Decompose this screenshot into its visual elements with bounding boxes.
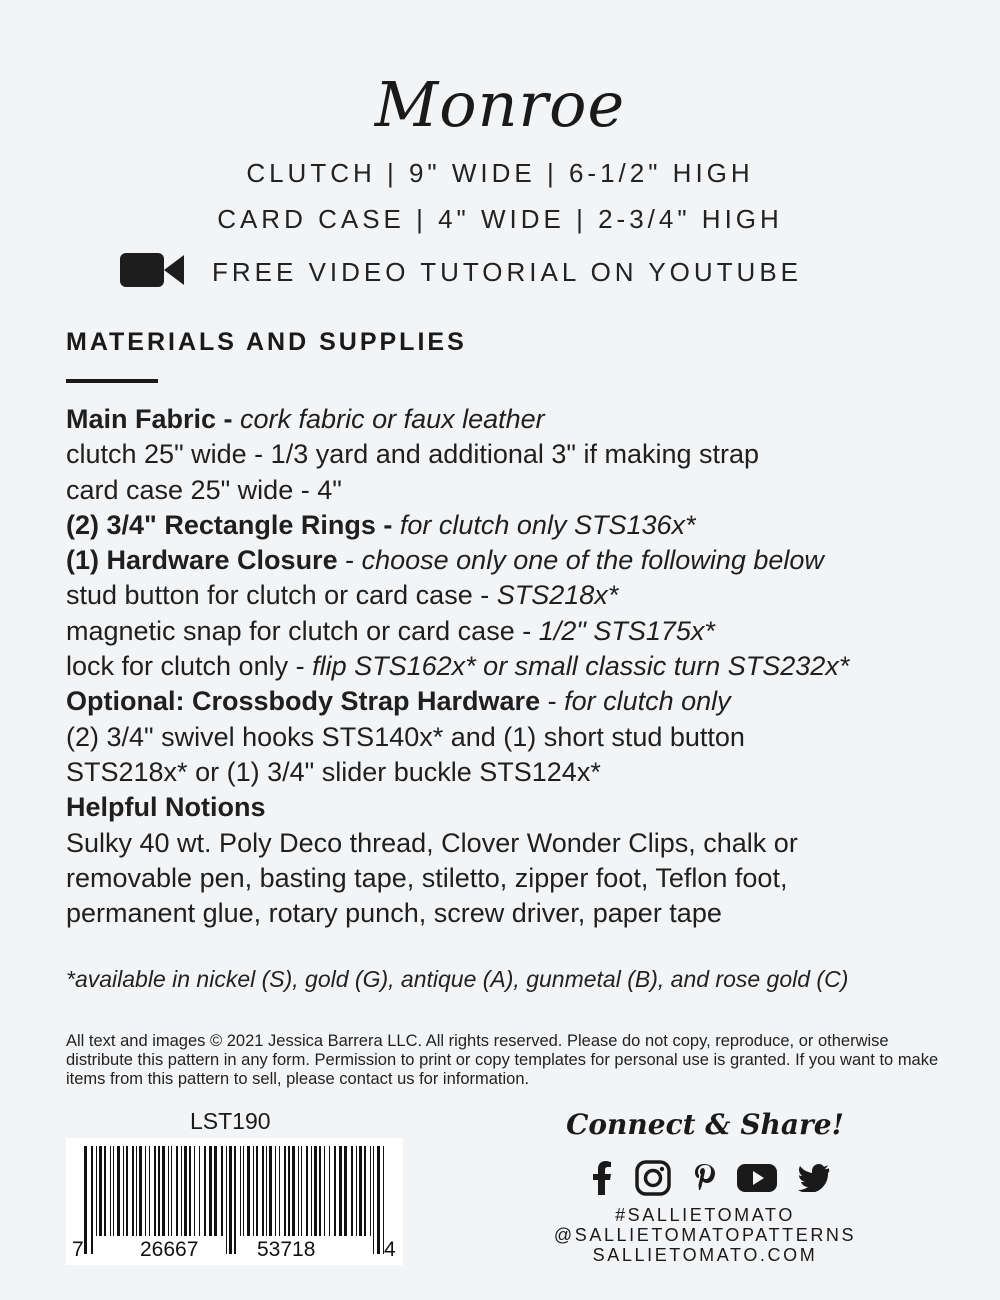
materials-line-italic: cork fabric or faux leather <box>240 404 545 434</box>
website-link[interactable]: SALLIETOMATO.COM <box>592 1245 818 1265</box>
video-tutorial-text: FREE VIDEO TUTORIAL ON YOUTUBE <box>212 256 803 287</box>
materials-line-bold: (1) Hardware Closure <box>66 545 338 576</box>
materials-line <box>66 790 966 825</box>
barcode-bar <box>123 1146 124 1236</box>
materials-line <box>66 755 966 790</box>
barcode-bar <box>275 1146 276 1236</box>
barcode-bar <box>311 1146 312 1236</box>
materials-line-plain: magnetic snap for clutch or card case - <box>66 615 539 646</box>
barcode-bar <box>256 1146 258 1236</box>
barcode-digit-system: 7 <box>72 1238 84 1261</box>
materials-line <box>66 826 966 861</box>
barcode-bar <box>370 1146 371 1236</box>
barcode-bar <box>334 1146 336 1236</box>
barcode-bar <box>364 1146 366 1236</box>
materials-line-plain: removable pen, basting tape, stiletto, zipper foot, Teflon foot, <box>66 862 788 893</box>
barcode-bar <box>96 1146 97 1236</box>
barcode-bar <box>117 1146 120 1236</box>
barcode-bar <box>204 1146 206 1236</box>
barcode-bar <box>99 1146 102 1236</box>
barcode-bar <box>356 1146 357 1236</box>
barcode-bar <box>91 1146 93 1254</box>
barcode-bar <box>113 1146 114 1236</box>
barcode <box>66 1138 403 1265</box>
barcode-bar <box>226 1146 227 1254</box>
materials-heading: MATERIALS AND SUPPLIES <box>66 328 467 356</box>
barcode-bar <box>162 1146 165 1236</box>
twitter-icon[interactable] <box>798 1164 830 1192</box>
social-handles <box>530 1205 880 1265</box>
materials-line-plain: STS218x* or (1) 3/4" slider buckle STS124x* <box>66 756 601 787</box>
barcode-bar <box>126 1146 128 1236</box>
barcode-bar <box>314 1146 317 1236</box>
barcode-bar <box>262 1146 264 1236</box>
barcode-bar <box>247 1146 250 1236</box>
barcode-bar <box>377 1146 380 1254</box>
barcode-bar <box>269 1146 272 1236</box>
barcode-bar <box>243 1146 244 1236</box>
barcode-bar <box>284 1146 286 1236</box>
barcode-digit-check: 4 <box>384 1238 396 1261</box>
barcode-bar <box>209 1146 212 1236</box>
barcode-bar <box>339 1146 342 1236</box>
materials-line-plain: lock for clutch only - <box>66 651 313 682</box>
materials-line <box>66 649 966 684</box>
barcode-bar <box>234 1146 236 1254</box>
materials-line-plain: stud button for clutch or card case - <box>66 580 497 611</box>
materials-line-bold: Optional: Crossbody Strap Hardware <box>66 686 541 717</box>
barcode-bar <box>189 1146 191 1236</box>
materials-list <box>66 402 966 931</box>
video-tutorial-row[interactable] <box>120 252 802 292</box>
materials-line <box>66 614 966 649</box>
materials-line <box>66 720 966 755</box>
materials-line <box>66 473 966 508</box>
barcode-bar <box>253 1146 254 1236</box>
barcode-bar <box>229 1146 232 1254</box>
materials-line <box>66 437 966 472</box>
materials-line <box>66 508 966 543</box>
copyright-notice: All text and images © 2021 Jessica Barrera LLC. All rights reserved. Please do not copy, reproduce, or otherwise distribute this pattern in any form. Permission to print or copy templates for personal use is granted. If you want to make items from this pattern to sell, please contact us for information. <box>66 1032 939 1088</box>
barcode-bar <box>266 1146 267 1236</box>
materials-line-italic: choose only one of the following below <box>361 545 824 576</box>
materials-line <box>66 543 966 578</box>
connect-share-heading: Connect & Share! <box>566 1108 844 1141</box>
materials-line-plain: - <box>337 545 362 576</box>
barcode-bar <box>344 1146 347 1236</box>
barcode-bar <box>132 1146 134 1236</box>
barcode-bar <box>288 1146 290 1236</box>
card-case-dimensions: CARD CASE | 4" WIDE | 2-3/4" HIGH <box>217 204 783 234</box>
barcode-bar <box>154 1146 156 1236</box>
barcode-bar <box>359 1146 362 1236</box>
availability-note: *available in nickel (S), gold (G), antique (A), gunmetal (B), and rose gold (C) <box>66 966 849 992</box>
materials-line-italic: 1/2" STS175x* <box>538 615 715 646</box>
barcode-bar <box>84 1146 87 1254</box>
barcode-digit-left: 26667 <box>140 1238 199 1261</box>
barcode-bar <box>149 1146 150 1236</box>
clutch-dimensions: CLUTCH | 9" WIDE | 6-1/2" HIGH <box>246 158 754 188</box>
materials-line-italic: STS218x* <box>496 580 619 611</box>
barcode-bar <box>110 1146 111 1236</box>
hashtag-text: #SALLIETOMATO <box>615 1205 795 1225</box>
materials-line-bold: (2) 3/4" Rectangle Rings - <box>66 509 400 540</box>
barcode-bar <box>139 1146 142 1236</box>
barcode-bar <box>319 1146 321 1236</box>
barcode-bar <box>324 1146 325 1236</box>
sku-code: LST190 <box>190 1108 271 1134</box>
barcode-bar <box>199 1146 200 1236</box>
barcode-bar <box>301 1146 302 1236</box>
instagram-handle-text[interactable]: @SALLIETOMATOPATTERNS <box>553 1225 857 1245</box>
heading-divider <box>66 379 158 383</box>
social-icons-row <box>590 1158 830 1198</box>
materials-line-bold: Helpful Notions <box>66 792 266 823</box>
barcode-bar <box>194 1146 195 1236</box>
barcode-bar <box>240 1146 241 1236</box>
materials-line-plain: - <box>540 686 565 717</box>
barcode-bar <box>136 1146 137 1236</box>
barcode-bar <box>145 1146 146 1236</box>
materials-line-plain: card case 25" wide - 4" <box>66 474 342 505</box>
materials-line-bold: Main Fabric - <box>66 404 241 434</box>
barcode-bar <box>279 1146 280 1236</box>
materials-line-plain: permanent glue, rotary punch, screw driver, paper tape <box>66 898 722 929</box>
pattern-title: Monroe <box>374 68 626 141</box>
materials-line-italic: for clutch only <box>564 686 731 717</box>
barcode-bar <box>104 1146 106 1236</box>
materials-line-plain: Sulky 40 wt. Poly Deco thread, Clover Wonder Clips, chalk or <box>66 827 798 858</box>
barcode-bar <box>221 1146 223 1236</box>
materials-line-italic: flip STS162x* or small classic turn STS232x* <box>312 651 850 682</box>
barcode-bar <box>184 1146 187 1236</box>
barcode-bar <box>181 1146 182 1236</box>
materials-line <box>66 402 966 437</box>
materials-line-plain: clutch 25" wide - 1/3 yard and additional 3" if making strap <box>66 439 760 470</box>
materials-line <box>66 578 966 613</box>
barcode-bar <box>329 1146 330 1236</box>
materials-line <box>66 861 966 896</box>
facebook-icon[interactable] <box>590 1161 614 1195</box>
barcode-bar <box>176 1146 178 1236</box>
materials-line-plain: (2) 3/4" swivel hooks STS140x* and (1) short stud button <box>66 721 745 752</box>
materials-line-italic: for clutch only STS136x* <box>399 509 696 540</box>
barcode-bar <box>298 1146 299 1236</box>
barcode-bar <box>351 1146 353 1236</box>
barcode-bar <box>373 1146 374 1254</box>
barcode-bar <box>214 1146 217 1236</box>
barcode-bar <box>292 1146 295 1236</box>
barcode-bar <box>158 1146 160 1236</box>
pinterest-icon[interactable] <box>692 1162 716 1194</box>
materials-line <box>66 684 966 719</box>
barcode-digit-right: 53718 <box>257 1238 316 1261</box>
video-camera-icon <box>120 251 184 294</box>
barcode-bar <box>306 1146 308 1236</box>
instagram-icon[interactable] <box>635 1160 671 1196</box>
youtube-icon[interactable] <box>737 1163 777 1193</box>
materials-line <box>66 896 966 931</box>
barcode-bar <box>168 1146 169 1236</box>
barcode-bar <box>171 1146 172 1236</box>
